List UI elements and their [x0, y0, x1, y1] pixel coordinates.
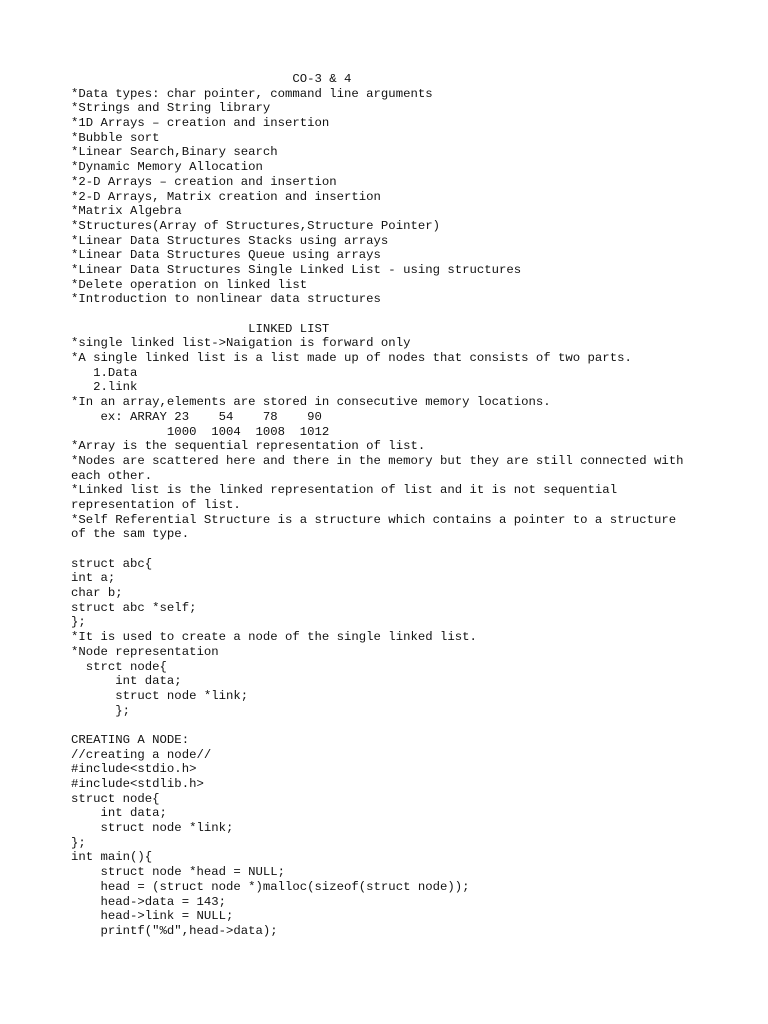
code-line: };	[71, 835, 86, 850]
code-line: char b;	[71, 586, 123, 601]
note-line: each other.	[71, 468, 153, 483]
code-line: *It is used to create a node of the single linked list.	[71, 630, 477, 645]
linked-list-notes	[71, 336, 731, 542]
note-line: 2.link	[71, 380, 138, 395]
topic-item: *Dynamic Memory Allocation	[71, 160, 263, 175]
code-line: //creating a node//	[71, 747, 212, 762]
code-line: struct abc *self;	[71, 600, 197, 615]
code-line: int data;	[71, 806, 167, 821]
topics-list	[71, 87, 731, 307]
note-line: 1.Data	[71, 365, 138, 380]
topic-item: *Structures(Array of Structures,Structure Pointer)	[71, 218, 440, 233]
topic-item: *Linear Data Structures Queue using arrays	[71, 248, 381, 263]
topic-item: *Bubble sort	[71, 130, 160, 145]
topic-item: *Linear Search,Binary search	[71, 145, 278, 160]
topic-item: *Matrix Algebra	[71, 204, 182, 219]
topic-item: *Introduction to nonlinear data structures	[71, 292, 381, 307]
note-line: *single linked list->Naigation is forward only	[71, 336, 411, 351]
code-line: #include<stdlib.h>	[71, 777, 204, 791]
spacer	[71, 542, 731, 557]
code-line: head->link = NULL;	[71, 909, 234, 924]
code-line: head->data = 143;	[71, 894, 226, 909]
code-line: struct node *link;	[71, 688, 249, 703]
note-line: *Nodes are scattered here and there in the memory but they are still connected with	[71, 453, 684, 468]
note-line: ex: ARRAY 23 54 78 90	[71, 409, 322, 424]
code-line: struct node *link;	[71, 821, 234, 836]
topic-item: *2-D Arrays, Matrix creation and insertion	[71, 189, 381, 204]
code-line: int a;	[71, 571, 116, 586]
topic-item: *Data types: char pointer, command line arguments	[71, 86, 433, 101]
code-line: struct abc{	[71, 556, 153, 571]
topic-item: *1D Arrays – creation and insertion	[71, 116, 330, 131]
section-heading-creating-node: CREATING A NODE:	[71, 732, 190, 747]
creating-node-code	[71, 733, 731, 939]
note-line: *A single linked list is a list made up of nodes that consists of two parts.	[71, 351, 632, 366]
code-line: strct node{	[71, 659, 167, 674]
topic-item: *Delete operation on linked list	[71, 277, 308, 292]
topic-item: *Linear Data Structures Single Linked List - using structures	[71, 262, 522, 277]
code-line: printf("%d",head->data);	[71, 923, 278, 938]
code-line: int main(){	[71, 850, 153, 865]
note-line: *Array is the sequential representation of list.	[71, 439, 426, 454]
spacer	[71, 718, 731, 733]
note-line: representation of list.	[71, 497, 241, 512]
code-line: head = (struct node *)malloc(sizeof(struct node));	[71, 879, 470, 894]
code-line: int data;	[71, 674, 182, 689]
code-line: #include<stdio.h>	[71, 762, 197, 777]
note-line: of the sam type.	[71, 527, 190, 542]
spacer	[71, 307, 731, 322]
code-line: *Node representation	[71, 644, 219, 659]
section-heading-linked-list: LINKED LIST	[71, 321, 330, 336]
code-line: struct node{	[71, 791, 160, 806]
note-line: *Linked list is the linked representation of list and it is not sequential	[71, 483, 618, 498]
document-page	[71, 72, 731, 939]
topic-item: *2-D Arrays – creation and insertion	[71, 174, 337, 189]
code-line: };	[71, 703, 131, 718]
code-line: struct node *head = NULL;	[71, 865, 286, 880]
note-line: *In an array,elements are stored in consecutive memory locations.	[71, 395, 551, 410]
note-line: 1000 1004 1008 1012	[71, 424, 330, 439]
topic-item: *Linear Data Structures Stacks using arrays	[71, 233, 389, 248]
topic-item: *Strings and String library	[71, 101, 271, 116]
struct-example-code	[71, 557, 731, 719]
note-line: *Self Referential Structure is a structure which contains a pointer to a structure	[71, 512, 677, 527]
code-line: };	[71, 615, 86, 630]
document-title: CO-3 & 4	[71, 72, 352, 86]
